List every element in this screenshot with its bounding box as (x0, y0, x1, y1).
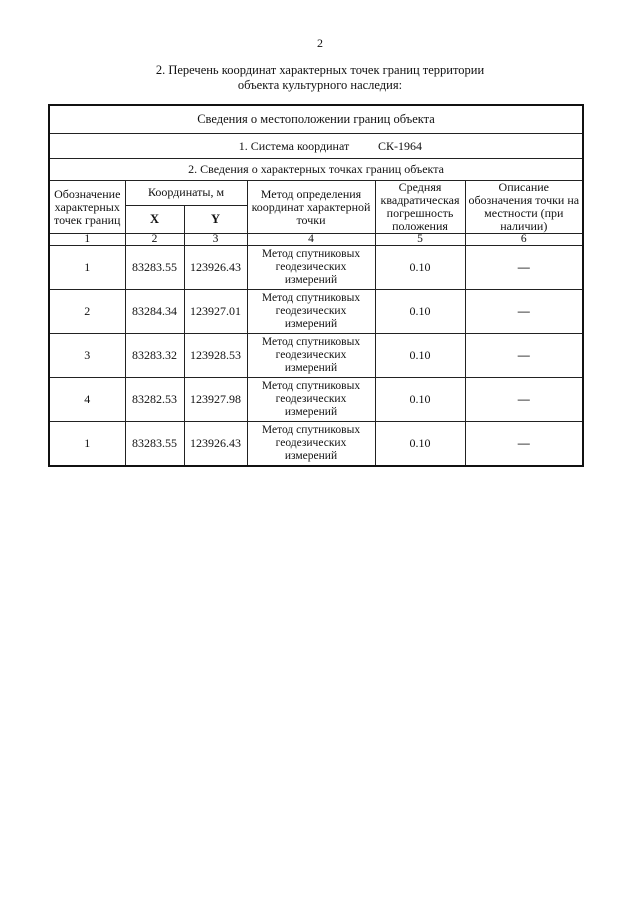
column-number: 1 (49, 234, 125, 246)
measurement-method: Метод спутниковых геодезических измерений (247, 422, 375, 467)
position-error: 0.10 (375, 378, 465, 422)
coordinate-x: 83282.53 (125, 378, 184, 422)
position-error: 0.10 (375, 246, 465, 290)
point-designation: 2 (49, 290, 125, 334)
table-banner: Сведения о местоположении границ объекта (49, 105, 583, 134)
column-number: 6 (465, 234, 583, 246)
measurement-method: Метод спутниковых геодезических измерений (247, 378, 375, 422)
column-number: 5 (375, 234, 465, 246)
column-number: 4 (247, 234, 375, 246)
column-number: 2 (125, 234, 184, 246)
header-y: Y (184, 205, 247, 233)
coordinate-x: 83283.55 (125, 422, 184, 467)
coordinate-x: 83283.32 (125, 334, 184, 378)
table-row (49, 334, 583, 378)
coordinate-y: 123927.01 (184, 290, 247, 334)
header-designation: Обозначение характерных точек границ (49, 181, 125, 234)
boundary-coordinates-table (48, 104, 584, 467)
point-designation: 3 (49, 334, 125, 378)
column-number: 3 (184, 234, 247, 246)
coordinate-x: 83284.34 (125, 290, 184, 334)
heading-line-2: объекта культурного наследия: (237, 78, 403, 92)
header-x: X (125, 205, 184, 233)
point-description: — (465, 422, 583, 467)
point-designation: 4 (49, 378, 125, 422)
coordinate-y: 123926.43 (184, 422, 247, 467)
point-designation: 1 (49, 246, 125, 290)
position-error: 0.10 (375, 334, 465, 378)
header-description: Описание обозначения точки на местности (при наличии) (465, 181, 583, 234)
column-number-row (49, 234, 583, 246)
coordinate-y: 123928.53 (184, 334, 247, 378)
table-row (49, 290, 583, 334)
point-description: — (465, 334, 583, 378)
coordinate-y: 123926.43 (184, 246, 247, 290)
coordinate-system-value: СК-1964 (378, 138, 423, 153)
table-row (49, 422, 583, 467)
points-section-label: 2. Сведения о характерных точках границ объекта (49, 159, 583, 181)
coordinate-x: 83283.55 (125, 246, 184, 290)
table-row (49, 378, 583, 422)
point-designation: 1 (49, 422, 125, 467)
header-method: Метод определения координат характерной точки (247, 181, 375, 234)
coordinate-y: 123927.98 (184, 378, 247, 422)
heading-line-1: 2. Перечень координат характерных точек границ территории (155, 63, 485, 77)
table-row (49, 246, 583, 290)
measurement-method: Метод спутниковых геодезических измерений (247, 290, 375, 334)
position-error: 0.10 (375, 290, 465, 334)
header-coordinates: Координаты, м (125, 181, 247, 206)
measurement-method: Метод спутниковых геодезических измерений (247, 334, 375, 378)
coordinate-system-label: 1. Система координат (238, 138, 350, 153)
document-heading (0, 63, 640, 93)
header-error: Средняя квадратическая погрешность положения (375, 181, 465, 234)
page-number: 2 (317, 36, 323, 50)
coordinate-system-row (49, 134, 583, 159)
measurement-method: Метод спутниковых геодезических измерений (247, 246, 375, 290)
position-error: 0.10 (375, 422, 465, 467)
point-description: — (465, 246, 583, 290)
point-description: — (465, 290, 583, 334)
point-description: — (465, 378, 583, 422)
